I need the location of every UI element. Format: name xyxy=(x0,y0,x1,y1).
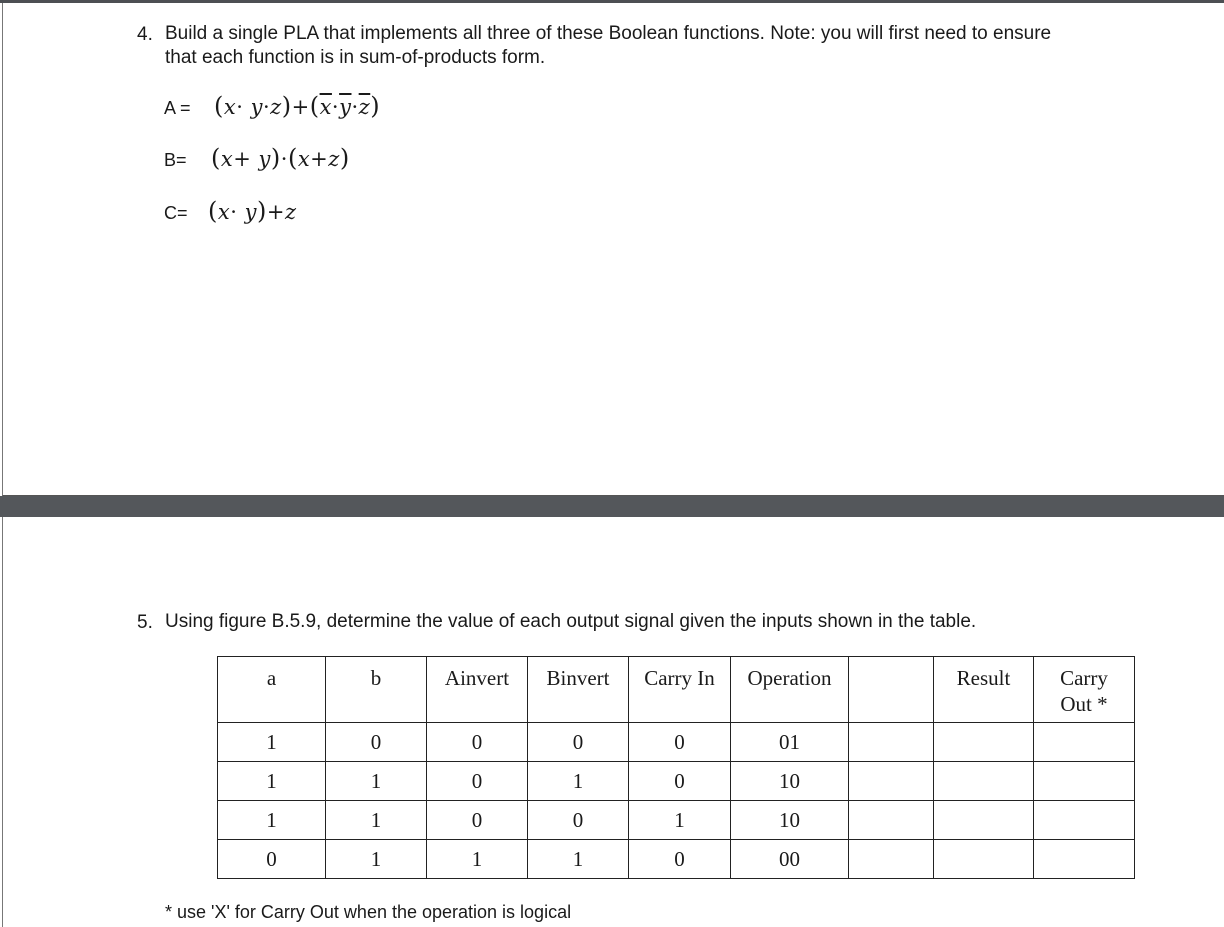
cell-carry-in: 0 xyxy=(629,840,731,879)
question-5-number: 5. xyxy=(137,612,153,633)
equation-b: (x+ y)·(x+z) xyxy=(211,144,350,172)
cell-carry-out[interactable] xyxy=(1034,723,1135,762)
header-result: Result xyxy=(934,657,1034,723)
table-row xyxy=(218,840,1135,879)
cell-carry-out[interactable] xyxy=(1034,801,1135,840)
cell-ainvert: 0 xyxy=(427,801,528,840)
cell-blank xyxy=(849,840,934,879)
carry-out-footnote: * use 'X' for Carry Out when the operation is logical xyxy=(165,902,572,922)
cell-b: 1 xyxy=(326,840,427,879)
cell-blank xyxy=(849,762,934,801)
cell-result[interactable] xyxy=(934,840,1034,879)
equation-a-label: A = xyxy=(164,98,191,118)
table-row xyxy=(218,762,1135,801)
cell-b: 1 xyxy=(326,762,427,801)
question-5-text: Using figure B.5.9, determine the value of each output signal given the inputs shown in the table. xyxy=(165,611,977,632)
equation-b-label: B= xyxy=(164,150,187,170)
cell-operation: 00 xyxy=(731,840,849,879)
cell-blank xyxy=(849,723,934,762)
cell-binvert: 1 xyxy=(528,762,629,801)
header-blank xyxy=(849,657,934,723)
question-4-number: 4. xyxy=(137,24,153,45)
header-b: b xyxy=(326,657,427,723)
cell-result[interactable] xyxy=(934,723,1034,762)
header-carry-out-line-1: Carry xyxy=(1060,666,1108,690)
cell-a: 0 xyxy=(218,840,326,879)
cell-operation: 10 xyxy=(731,762,849,801)
cell-operation: 10 xyxy=(731,801,849,840)
cell-carry-in: 1 xyxy=(629,801,731,840)
equation-a: $(x\cdot y\cdot z)+(\overline{x}\cdot\overline{y}\cdot\overline{z})$ xyxy=(214,92,381,120)
table-row xyxy=(218,723,1135,762)
header-binvert: Binvert xyxy=(528,657,629,723)
cell-binvert: 0 xyxy=(528,801,629,840)
equation-c-label: C= xyxy=(164,203,188,223)
header-carry-out xyxy=(1034,657,1135,723)
cell-blank xyxy=(849,801,934,840)
cell-result[interactable] xyxy=(934,801,1034,840)
table-header-row xyxy=(218,657,1135,723)
cell-binvert: 0 xyxy=(528,723,629,762)
header-ainvert: Ainvert xyxy=(427,657,528,723)
cell-a: 1 xyxy=(218,801,326,840)
equation-c: (x· y)+z xyxy=(208,197,297,225)
cell-a: 1 xyxy=(218,723,326,762)
cell-ainvert: 1 xyxy=(427,840,528,879)
cell-carry-in: 0 xyxy=(629,723,731,762)
cell-result[interactable] xyxy=(934,762,1034,801)
cell-binvert: 1 xyxy=(528,840,629,879)
header-a: a xyxy=(218,657,326,723)
cell-operation: 01 xyxy=(731,723,849,762)
cell-b: 0 xyxy=(326,723,427,762)
cell-ainvert: 0 xyxy=(427,762,528,801)
cell-ainvert: 0 xyxy=(427,723,528,762)
header-carry-out-line-2: Out * xyxy=(1060,692,1108,716)
page-separator xyxy=(0,496,1224,517)
question-4-line-2: that each function is in sum-of-products form. xyxy=(165,47,546,68)
cell-carry-out[interactable] xyxy=(1034,762,1135,801)
cell-a: 1 xyxy=(218,762,326,801)
cell-b: 1 xyxy=(326,801,427,840)
table-row xyxy=(218,801,1135,840)
cell-carry-in: 0 xyxy=(629,762,731,801)
cell-carry-out[interactable] xyxy=(1034,840,1135,879)
question-4-line-1: Build a single PLA that implements all three of these Boolean functions. Note: you will first need to ensure xyxy=(165,23,1052,44)
signal-table xyxy=(217,656,1135,879)
header-operation: Operation xyxy=(731,657,849,723)
header-carry-in: Carry In xyxy=(629,657,731,723)
page-1 xyxy=(2,3,1224,496)
